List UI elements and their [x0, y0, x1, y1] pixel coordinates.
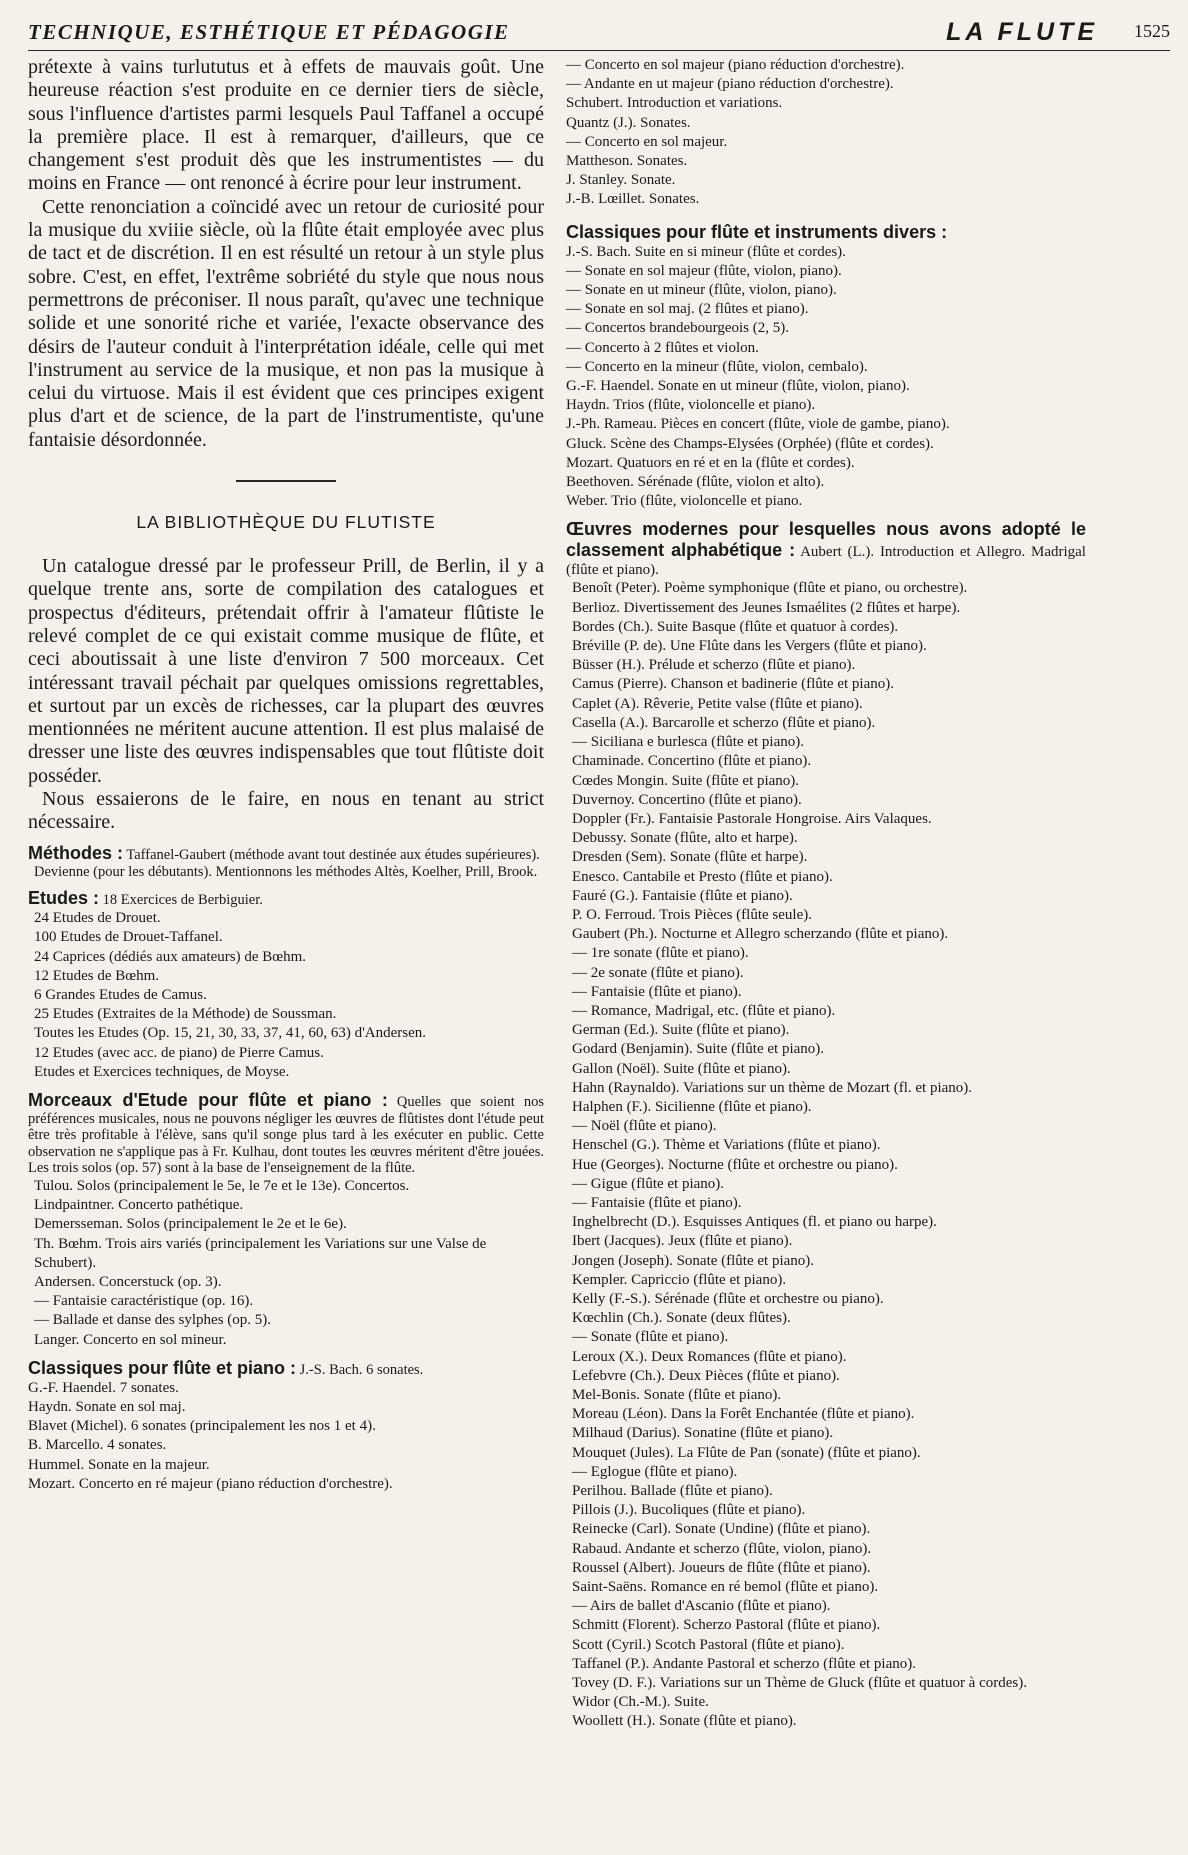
list-item: 6 Grandes Etudes de Camus. — [34, 986, 207, 1003]
classiques-continued-list — [566, 56, 1086, 210]
list-item: J.-B. Lœillet. Sonates. — [566, 191, 700, 208]
etudes-first: 18 Exercices de Berbiguier. — [102, 892, 263, 909]
list-item: Henschel (G.). Thème et Variations (flûte et piano). — [572, 1137, 881, 1154]
methodes-text: Taffanel-Gaubert (méthode avant tout destinée aux études supérieures). — [126, 846, 540, 863]
list-item: Hue (Georges). Nocturne (flûte et orchestre ou piano). — [572, 1156, 898, 1173]
intro-paragraph: prétexte à vains turlututus et à effets de mauvais goût. Une heureuse réaction s'est produite en ce dernier tiers de siècle, sous l'influence d'artistes parmi lesquels Paul Taffanel a occupé la première place. Il est à remarquer, d'ailleurs, que ce changement s'est produit dès que les instrumentistes — du moins en France — ont renoncé à écrire pour leur instrument. — [28, 56, 544, 195]
modernes-heading: Œuvres modernes pour lesquelles nous avons adopté le classement alphabétique : — [566, 519, 1086, 561]
list-item: — Ballade et danse des sylphes (op. 5). — [34, 1312, 272, 1329]
list-item: Leroux (X.). Deux Romances (flûte et piano). — [572, 1348, 847, 1365]
list-item: Scott (Cyril.) Scotch Pastoral (flûte et piano). — [572, 1636, 845, 1653]
modernes-first: Aubert (L.). Introduction et Allegro. Madrigal (flûte et piano). — [566, 544, 1086, 579]
etudes-block — [28, 888, 544, 909]
list-item: — Romance, Madrigal, etc. (flûte et piano). — [572, 1002, 836, 1019]
section-divider — [236, 480, 336, 482]
methodes-heading: Méthodes : — [28, 842, 124, 863]
list-item: 12 Etudes de Bœhm. — [34, 967, 159, 984]
running-head-left: TECHNIQUE, ESTHÉTIQUE ET PÉDAGOGIE — [28, 20, 510, 44]
list-item: 25 Etudes (Extraites de la Méthode) de Soussman. — [34, 1006, 337, 1023]
morceaux-block — [28, 1090, 544, 1177]
list-item: B. Marcello. 4 sonates. — [28, 1437, 167, 1454]
methodes-text-2: Devienne (pour les débutants). Mentionnons les méthodes Altès, Koelher, Prill, Brook. — [34, 863, 538, 880]
list-item: Widor (Ch.-M.). Suite. — [572, 1694, 709, 1711]
list-item: Hahn (Raynaldo). Variations sur un thème de Mozart (fl. et piano). — [572, 1079, 973, 1096]
list-item: — Sonate (flûte et piano). — [572, 1329, 729, 1346]
running-head-title: LA FLUTE — [946, 18, 1098, 46]
list-item: Mel-Bonis. Sonate (flûte et piano). — [572, 1387, 782, 1403]
divers-list — [566, 243, 1086, 512]
list-item: Demersseman. Solos (principalement le 2e et le 6e). — [34, 1216, 347, 1233]
list-item: Mouquet (Jules). La Flûte de Pan (sonate) (flûte et piano). — [572, 1444, 921, 1461]
list-item: Kelly (F.-S.). Sérénade (flûte et orchestre ou piano). — [572, 1290, 884, 1307]
list-item: J.-Ph. Rameau. Pièces en concert (flûte, viole de gambe, piano). — [566, 416, 950, 433]
list-item: Hummel. Sonate en la majeur. — [28, 1456, 210, 1473]
list-item: Lindpaintner. Concerto pathétique. — [34, 1197, 244, 1214]
list-item: Kœchlin (Ch.). Sonate (deux flûtes). — [572, 1310, 791, 1327]
list-item: — Andante en ut majeur (piano réduction d'orchestre). — [566, 76, 894, 93]
list-item: — 2e sonate (flûte et piano). — [572, 964, 744, 981]
list-item: Moreau (Léon). Dans la Forêt Enchantée (flûte et piano). — [572, 1406, 915, 1423]
list-item: — Gigue (flûte et piano). — [572, 1175, 725, 1192]
list-item: German (Ed.). Suite (flûte et piano). — [572, 1022, 790, 1039]
list-item: Perilhou. Ballade (flûte et piano). — [572, 1483, 773, 1500]
list-item: 12 Etudes (avec acc. de piano) de Pierre Camus. — [34, 1044, 324, 1061]
classiques-heading: Classiques pour flûte et piano : — [28, 1357, 297, 1378]
etudes-heading: Etudes : — [28, 888, 100, 909]
list-item: Godard (Benjamin). Suite (flûte et piano). — [572, 1041, 825, 1058]
list-item: Weber. Trio (flûte, violoncelle et piano. — [566, 493, 803, 510]
list-item: Taffanel (P.). Andante Pastoral et scherzo (flûte et piano). — [572, 1655, 916, 1672]
list-item: Berlioz. Divertissement des Jeunes Ismaélites (2 flûtes et harpe). — [572, 599, 961, 616]
list-item: — Siciliana e burlesca (flûte et piano). — [572, 734, 804, 751]
list-item: Cœdes Mongin. Suite (flûte et piano). — [572, 772, 800, 789]
list-item: Duvernoy. Concertino (flûte et piano). — [572, 791, 802, 808]
methodes-block — [28, 843, 544, 864]
list-item: Langer. Concerto en sol mineur. — [34, 1331, 227, 1348]
etudes-list — [28, 909, 544, 1082]
list-item: Th. Bœhm. Trois airs variés (principalement les Variations sur une Valse de Schubert). — [34, 1235, 487, 1271]
list-item: Tovey (D. F.). Variations sur un Thème de Gluck (flûte et quatuor à cordes). — [572, 1675, 1027, 1692]
right-column — [566, 56, 1086, 1732]
list-item: Saint-Saëns. Romance en ré bemol (flûte et piano). — [572, 1579, 879, 1596]
list-item: Haydn. Trios (flûte, violoncelle et piano). — [566, 397, 816, 414]
list-item: Lefebvre (Ch.). Deux Pièces (flûte et piano). — [572, 1367, 840, 1384]
classiques-list — [28, 1379, 544, 1494]
list-item: Blavet (Michel). 6 sonates (principalement les nos 1 et 4). — [28, 1418, 376, 1435]
list-item: Mattheson. Sonates. — [566, 153, 688, 170]
list-item: Woollett (H.). Sonate (flûte et piano). — [572, 1713, 797, 1730]
list-item: Mozart. Quatuors en ré et en la (flûte et cordes). — [566, 454, 855, 471]
list-item: Benoît (Peter). Poème symphonique (flûte et piano, ou orchestre). — [572, 580, 968, 597]
list-item: Beethoven. Sérénade (flûte, violon et alto). — [566, 474, 825, 491]
list-item: Milhaud (Darius). Sonatine (flûte et piano). — [572, 1425, 834, 1442]
classiques-block — [28, 1358, 544, 1379]
section-paragraph: Un catalogue dressé par le professeur Prill, de Berlin, il y a quelque trente ans, sorte de compilation des catalogues et prospectus d'éditeurs, prétendait offrir à l'amateur flûtiste le relevé complet de ce qui existait comme musique de flûte, et ceci aboutissait à une liste d'environ 7 500 morceaux. Cet intéressant travail péchait par quelques omissions regrettables, et surtout par un excès de richesses, car la plupart des œuvres mentionnées ne méritent aucune attention. Il est plus malaisé de dresser une liste des œuvres indispensables que tout flûtiste doit posséder. — [28, 555, 544, 787]
list-item: Dresden (Sem). Sonate (flûte et harpe). — [572, 849, 808, 866]
list-item: — Sonate en sol majeur (flûte, violon, piano). — [566, 262, 842, 279]
morceaux-text: Quelles que soient nos préférences musicales, nous ne pouvons négliger les œuvres de flûtistes dont l'étude peut être très profitable à l'élève, sans qu'il songe plus tard à les exécuter en public. Cette observation ne s'applique pas à Fr. Kulhau, dont toutes les œuvres méritent d'être jouées. Les trois solos (op. 57) sont à la base de l'enseignement de la flûte. — [28, 1093, 544, 1177]
list-item: Toutes les Etudes (Op. 15, 21, 30, 33, 37, 41, 60, 63) d'Andersen. — [34, 1025, 427, 1042]
list-item: Doppler (Fr.). Fantaisie Pastorale Hongroise. Airs Valaques. — [572, 810, 932, 827]
list-item: 24 Etudes de Drouet. — [34, 910, 161, 927]
classiques-first: J.-S. Bach. 6 sonates. — [299, 1361, 424, 1378]
section-title: LA BIBLIOTHÈQUE DU FLUTISTE — [136, 512, 436, 533]
list-item: Kempler. Capriccio (flûte et piano). — [572, 1271, 787, 1288]
list-item: — Concerto en la mineur (flûte, violon, cembalo). — [566, 358, 868, 375]
list-item: Bréville (P. de). Une Flûte dans les Vergers (flûte et piano). — [572, 638, 927, 655]
list-item: — Fantaisie (flûte et piano). — [572, 983, 742, 1000]
list-item: 100 Etudes de Drouet-Taffanel. — [34, 929, 223, 946]
left-column — [28, 56, 544, 1494]
list-item: Jongen (Joseph). Sonate (flûte et piano). — [572, 1252, 815, 1269]
list-item: Rabaud. Andante et scherzo (flûte, violon, piano). — [572, 1540, 872, 1557]
list-item: Tulou. Solos (principalement le 5e, le 7e et le 13e). Concertos. — [34, 1177, 410, 1194]
list-item: J.-S. Bach. Suite en si mineur (flûte et cordes). — [566, 243, 846, 260]
list-item: — Noël (flûte et piano). — [572, 1118, 717, 1135]
morceaux-heading: Morceaux d'Etude pour flûte et piano : — [28, 1089, 388, 1110]
list-item: Gaubert (Ph.). Nocturne et Allegro scherzando (flûte et piano). — [572, 926, 949, 943]
list-item: Roussel (Albert). Joueurs de flûte (flûte et piano). — [572, 1559, 871, 1576]
morceaux-list — [28, 1177, 544, 1350]
list-item: Gallon (Noël). Suite (flûte et piano). — [572, 1060, 791, 1077]
modernes-block — [566, 519, 1086, 579]
list-item: — Fantaisie (flûte et piano). — [572, 1194, 742, 1211]
list-item: Halphen (F.). Sicilienne (flûte et piano). — [572, 1098, 812, 1115]
running-head — [28, 16, 1170, 51]
list-item: — Fantaisie caractéristique (op. 16). — [34, 1293, 254, 1310]
list-item: — Airs de ballet d'Ascanio (flûte et piano). — [572, 1598, 831, 1615]
list-item: Caplet (A). Rêverie, Petite valse (flûte et piano). — [572, 695, 863, 712]
list-item: Fauré (G.). Fantaisie (flûte et piano). — [572, 887, 793, 904]
list-item: — 1re sonate (flûte et piano). — [572, 945, 749, 962]
list-item: Andersen. Concerstuck (op. 3). — [34, 1273, 222, 1290]
list-item: — Sonate en ut mineur (flûte, violon, piano). — [566, 282, 837, 299]
list-item: J. Stanley. Sonate. — [566, 172, 676, 189]
list-item: Debussy. Sonate (flûte, alto et harpe). — [572, 830, 798, 847]
page-number: 1525 — [1134, 21, 1170, 41]
list-item: 24 Caprices (dédiés aux amateurs) de Bœhm. — [34, 948, 306, 965]
list-item: Enesco. Cantabile et Presto (flûte et piano). — [572, 868, 833, 885]
intro-paragraph: Cette renonciation a coïncidé avec un retour de curiosité pour la musique du xviiie siècle, où la flûte était employée avec plus de tact et de discrétion. Il en est résulté un retour à un style plus sobre. C'est, en effet, l'extrême sobriété du style que nous nous permettrons de préconiser. Il nous paraît, qu'avec une technique solide et une sonorité riche et variée, l'exacte observance des désirs de l'auteur conduit à l'interprétation idéale, celle qui met l'instrument au service de la musique, et non pas la musique à celui du virtuose. Mais il est évident que ces principes exigent plus d'art et de science, de la part de l'instrumentiste, qu'une fantaisie désordonnée. — [28, 195, 544, 451]
list-item: Reinecke (Carl). Sonate (Undine) (flûte et piano). — [572, 1521, 871, 1538]
list-item: Chaminade. Concertino (flûte et piano). — [572, 753, 812, 770]
list-item: Casella (A.). Barcarolle et scherzo (flûte et piano). — [572, 714, 876, 731]
section-paragraph: Nous essaierons de le faire, en nous en tenant au strict nécessaire. — [28, 788, 544, 834]
list-item: — Eglogue (flûte et piano). — [572, 1463, 738, 1480]
list-item: — Concerto à 2 flûtes et violon. — [566, 339, 759, 356]
list-item: Mozart. Concerto en ré majeur (piano réduction d'orchestre). — [28, 1475, 393, 1492]
list-item: Etudes et Exercices techniques, de Moyse. — [34, 1063, 290, 1080]
list-item: Camus (Pierre). Chanson et badinerie (flûte et piano). — [572, 676, 894, 693]
list-item: Schmitt (Florent). Scherzo Pastoral (flûte et piano). — [572, 1617, 881, 1634]
list-item: G.-F. Haendel. 7 sonates. — [28, 1379, 179, 1396]
list-item: Ibert (Jacques). Jeux (flûte et piano). — [572, 1233, 793, 1250]
list-item: Schubert. Introduction et variations. — [566, 95, 783, 112]
list-item: — Concerto en sol majeur (piano réduction d'orchestre). — [566, 57, 905, 73]
list-item: G.-F. Haendel. Sonate en ut mineur (flûte, violon, piano). — [566, 378, 910, 395]
list-item: Bordes (Ch.). Suite Basque (flûte et quatuor à cordes). — [572, 618, 899, 635]
list-item: — Concerto en sol majeur. — [566, 133, 728, 150]
divers-heading: Classiques pour flûte et instruments divers : — [566, 221, 948, 242]
list-item: Haydn. Sonate en sol maj. — [28, 1398, 186, 1415]
modernes-list — [566, 579, 1086, 1731]
list-item: Inghelbrecht (D.). Esquisses Antiques (fl. et piano ou harpe). — [572, 1214, 937, 1231]
list-item: Büsser (H.). Prélude et scherzo (flûte et piano). — [572, 657, 856, 674]
list-item: — Concertos brandebourgeois (2, 5). — [566, 320, 790, 337]
list-item: — Sonate en sol maj. (2 flûtes et piano). — [566, 301, 809, 318]
list-item: Quantz (J.). Sonates. — [566, 114, 691, 131]
list-item: P. O. Ferroud. Trois Pièces (flûte seule). — [572, 906, 812, 923]
list-item: Pillois (J.). Bucoliques (flûte et piano). — [572, 1502, 806, 1519]
list-item: Gluck. Scène des Champs-Elysées (Orphée) (flûte et cordes). — [566, 435, 934, 452]
